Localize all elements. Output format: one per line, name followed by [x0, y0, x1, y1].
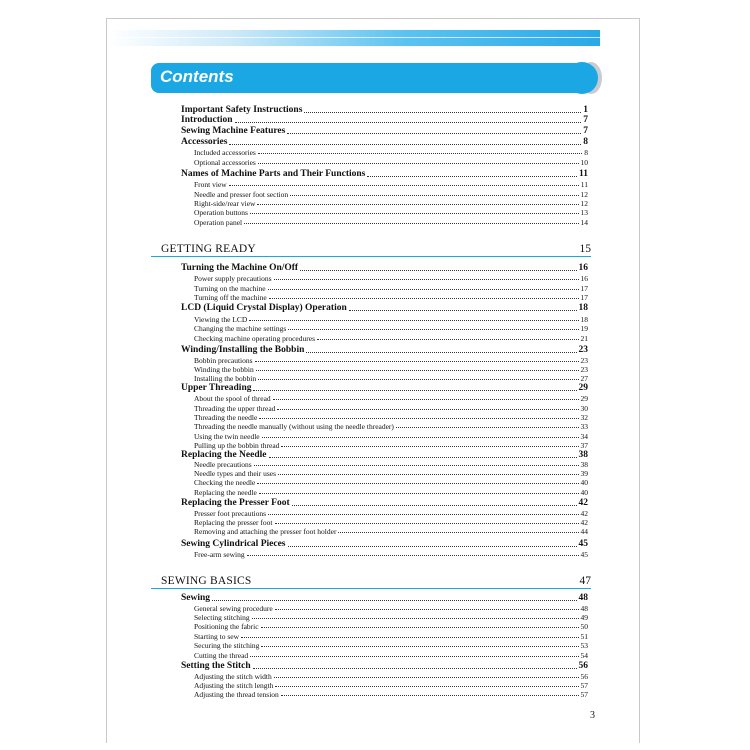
contents-title: Contents	[160, 67, 234, 86]
dot-leader	[268, 288, 579, 290]
toc-entry-title: Sewing	[181, 593, 211, 603]
dot-leader	[274, 676, 579, 678]
dot-leader	[229, 143, 581, 145]
dot-leader	[250, 655, 578, 657]
dot-leader	[250, 212, 579, 214]
toc-entry-title: Threading the upper thread	[194, 404, 276, 413]
toc-subentry[interactable]	[194, 641, 588, 650]
dot-leader	[275, 522, 579, 524]
toc-entry-page-number: 44	[580, 527, 588, 536]
toc-entry-page-number: 13	[580, 208, 588, 217]
toc-entry-page-number: 48	[578, 593, 588, 603]
toc-entry-title: Sewing Cylindrical Pieces	[181, 539, 286, 549]
dot-leader	[306, 351, 576, 353]
toc-entry-title: Replacing the needle	[194, 488, 257, 497]
toc-entry-title: Accessories	[181, 137, 228, 147]
dot-leader	[259, 492, 579, 494]
dot-leader	[256, 369, 579, 371]
dot-leader	[275, 685, 578, 687]
toc-entry-title: Upper Threading	[181, 383, 252, 393]
toc-entry[interactable]	[181, 263, 588, 274]
toc-entry-page-number: 8	[583, 137, 588, 147]
dot-leader	[278, 473, 578, 475]
dot-leader	[275, 608, 579, 610]
toc-entry-title: LCD (Liquid Crystal Display) Operation	[181, 303, 347, 313]
dot-leader	[281, 445, 578, 447]
dot-leader	[261, 645, 578, 647]
toc-entry-page-number: 37	[580, 441, 588, 450]
toc-entry-page-number: 16	[578, 263, 588, 273]
toc-entry-title: Replacing the Needle	[181, 450, 267, 460]
dot-leader	[281, 694, 579, 696]
section-heading	[151, 572, 591, 589]
toc-subentry[interactable]	[194, 158, 588, 167]
toc-entry-title: Replacing the presser foot	[194, 518, 273, 527]
toc-subentry[interactable]	[194, 324, 588, 333]
toc-entry-page-number: 27	[580, 374, 588, 383]
toc-entry-title: Replacing the Presser Foot	[181, 498, 290, 508]
toc-entry-title: Right-side/rear view	[194, 199, 256, 208]
toc-entry-page-number: 57	[580, 681, 588, 690]
toc-entry-title: Front view	[194, 180, 227, 189]
dot-leader	[235, 121, 582, 123]
dot-leader	[290, 194, 578, 196]
toc-entry-title: Viewing the LCD	[194, 315, 248, 324]
toc-entry-page-number: 17	[580, 293, 588, 302]
toc-subentry[interactable]	[194, 208, 588, 217]
toc-subentry[interactable]	[194, 550, 588, 559]
dot-leader	[257, 482, 578, 484]
toc-entry-page-number: 8	[584, 148, 588, 157]
dot-leader	[212, 599, 576, 601]
toc-entry-title: Setting the Stitch	[181, 661, 251, 671]
toc-entry-page-number: 40	[580, 488, 588, 497]
toc-subentry[interactable]	[194, 394, 588, 403]
toc-entry-page-number: 42	[580, 509, 588, 518]
toc-entry[interactable]	[181, 593, 588, 604]
toc-entry-page-number: 34	[580, 432, 588, 441]
dot-leader	[317, 338, 579, 340]
section-heading	[151, 240, 591, 257]
toc-entry-page-number: 12	[580, 199, 588, 208]
toc-entry-page-number: 54	[580, 651, 588, 660]
toc-subentry[interactable]	[194, 218, 588, 227]
dot-leader	[349, 309, 577, 311]
toc-entry-title: Sewing Machine Features	[181, 126, 286, 136]
toc-entry-title: Introduction	[181, 115, 233, 125]
toc-entry-title: Securing the stitching	[194, 641, 260, 650]
toc-subentry[interactable]	[194, 604, 588, 613]
toc-entry[interactable]	[181, 498, 588, 509]
toc-entry-page-number: 29	[578, 383, 588, 393]
toc-entry-title: Names of Machine Parts and Their Functions	[181, 169, 366, 179]
toc-subentry[interactable]	[194, 478, 588, 487]
toc-entry-page-number: 10	[580, 158, 588, 167]
dot-leader	[258, 378, 578, 380]
toc-subentry[interactable]	[194, 334, 588, 343]
toc-entry-page-number: 32	[580, 413, 588, 422]
toc-subentry[interactable]	[194, 199, 588, 208]
section-title: SEWING BASICS	[161, 575, 252, 587]
toc-entry[interactable]	[181, 383, 588, 394]
toc-entry-page-number: 56	[580, 672, 588, 681]
dot-leader	[259, 417, 578, 419]
toc-subentry[interactable]	[194, 293, 588, 302]
section-title: GETTING READY	[161, 243, 256, 255]
page-number: 3	[590, 710, 595, 721]
toc-entry-title: Winding the bobbin	[194, 365, 254, 374]
toc-entry-title: Installing the bobbin	[194, 374, 257, 383]
dot-leader	[292, 504, 577, 506]
dot-leader	[249, 319, 578, 321]
toc-entry-title: Free-arm sewing	[194, 550, 245, 559]
dot-leader	[255, 360, 579, 362]
toc-subentry[interactable]	[194, 651, 588, 660]
dot-leader	[338, 531, 578, 533]
dot-leader	[274, 278, 579, 280]
toc-subentry[interactable]	[194, 356, 588, 365]
toc-subentry[interactable]	[194, 315, 588, 324]
toc-subentry[interactable]	[194, 622, 588, 631]
dot-leader	[396, 426, 579, 428]
toc-entry-page-number: 56	[578, 661, 588, 671]
toc-entry[interactable]	[181, 345, 588, 356]
toc-entry-page-number: 38	[580, 460, 588, 469]
toc-entry-title: Turning off the machine	[194, 293, 267, 302]
toc-entry-page-number: 7	[583, 115, 588, 125]
toc-entry-title: Cutting the thread	[194, 651, 249, 660]
toc-entry[interactable]	[181, 115, 588, 126]
section-page-number: 47	[579, 575, 591, 587]
toc-subentry[interactable]	[194, 374, 588, 383]
toc-entry-page-number: 39	[580, 469, 588, 478]
section-page-number: 15	[579, 243, 591, 255]
toc-entry-title: Changing the machine settings	[194, 324, 287, 333]
toc-subentry[interactable]	[194, 148, 588, 157]
toc-subentry[interactable]	[194, 404, 588, 413]
dot-leader	[257, 203, 578, 205]
toc-entry-title: Presser foot precautions	[194, 509, 267, 518]
toc-subentry[interactable]	[194, 488, 588, 497]
toc-entry-page-number: 1	[583, 105, 588, 115]
toc-entry-title: Operation buttons	[194, 208, 248, 217]
dot-leader	[262, 436, 579, 438]
toc-entry[interactable]	[181, 303, 588, 314]
dot-leader	[287, 132, 581, 134]
toc-subentry[interactable]	[194, 469, 588, 478]
toc-subentry[interactable]	[194, 422, 588, 431]
toc-entry-page-number: 51	[580, 632, 588, 641]
dot-leader	[254, 464, 579, 466]
toc-entry-title: Pulling up the bobbin thread	[194, 441, 280, 450]
toc-subentry[interactable]	[194, 681, 588, 690]
toc-subentry[interactable]	[194, 365, 588, 374]
toc-subentry[interactable]	[194, 441, 588, 450]
toc-entry-title: Turning on the machine	[194, 284, 266, 293]
toc-entry[interactable]	[181, 539, 588, 550]
toc-entry-title: Selecting stitching	[194, 613, 250, 622]
toc-entry-page-number: 30	[580, 404, 588, 413]
toc-entry[interactable]	[181, 169, 588, 180]
toc-entry-page-number: 48	[580, 604, 588, 613]
toc-subentry[interactable]	[194, 274, 588, 283]
dot-leader	[304, 111, 581, 113]
toc-entry-page-number: 33	[580, 422, 588, 431]
toc-entry-page-number: 16	[580, 274, 588, 283]
dot-leader	[288, 545, 577, 547]
toc-entry-page-number: 11	[580, 180, 588, 189]
dot-leader	[258, 152, 582, 154]
toc-entry-title: Threading the needle manually (without using the needle threader)	[194, 422, 394, 431]
dot-leader	[241, 636, 579, 638]
toc-entry-page-number: 49	[580, 613, 588, 622]
toc-entry-page-number: 42	[578, 498, 588, 508]
dot-leader	[367, 175, 577, 177]
toc-entry-page-number: 12	[580, 190, 588, 199]
toc-subentry[interactable]	[194, 672, 588, 681]
toc-entry-page-number: 18	[578, 303, 588, 313]
toc-entry-title: Bobbin precautions	[194, 356, 253, 365]
dot-leader	[288, 328, 578, 330]
toc-subentry[interactable]	[194, 632, 588, 641]
toc-entry-page-number: 45	[578, 539, 588, 549]
dot-leader	[269, 297, 579, 299]
toc-subentry[interactable]	[194, 413, 588, 422]
toc-entry-page-number: 42	[580, 518, 588, 527]
toc-entry-title: Important Safety Instructions	[181, 105, 303, 115]
toc-subentry[interactable]	[194, 527, 588, 536]
toc-entry-title: Needle precautions	[194, 460, 252, 469]
dot-leader	[247, 554, 579, 556]
toc-entry-title: Adjusting the stitch length	[194, 681, 274, 690]
toc-entry-page-number: 23	[578, 345, 588, 355]
toc-entry-title: Using the twin needle	[194, 432, 260, 441]
toc-entry-page-number: 17	[580, 284, 588, 293]
toc-entry-page-number: 7	[583, 126, 588, 136]
toc-entry-title: About the spool of thread	[194, 394, 271, 403]
toc-entry-page-number: 40	[580, 478, 588, 487]
toc-entry-title: General sewing procedure	[194, 604, 273, 613]
toc-subentry[interactable]	[194, 613, 588, 622]
toc-subentry[interactable]	[194, 180, 588, 189]
toc-entry-title: Winding/Installing the Bobbin	[181, 345, 305, 355]
toc-entry-title: Needle types and their uses	[194, 469, 277, 478]
dot-leader	[277, 408, 578, 410]
toc-entry[interactable]	[181, 661, 588, 672]
toc-entry-title: Checking machine operating procedures	[194, 334, 315, 343]
toc-subentry[interactable]	[194, 190, 588, 199]
toc-entry-title: Operation panel	[194, 218, 243, 227]
toc-entry-page-number: 23	[580, 356, 588, 365]
toc-entry-title: Starting to sew	[194, 632, 239, 641]
dot-leader	[244, 222, 578, 224]
toc-entry-title: Removing and attaching the presser foot holder	[194, 527, 337, 536]
toc-entry-title: Needle and presser foot section	[194, 190, 289, 199]
toc-entry-page-number: 50	[580, 622, 588, 631]
toc-entry-page-number: 23	[580, 365, 588, 374]
dot-leader	[258, 162, 579, 164]
toc-entry-page-number: 18	[580, 315, 588, 324]
dot-leader	[261, 626, 579, 628]
toc-entry-page-number: 19	[580, 324, 588, 333]
toc-subentry[interactable]	[194, 284, 588, 293]
toc-subentry[interactable]	[194, 518, 588, 527]
toc-entry-title: Adjusting the stitch width	[194, 672, 272, 681]
dot-leader	[253, 667, 577, 669]
toc-entry-page-number: 45	[580, 550, 588, 559]
toc-entry[interactable]	[181, 137, 588, 148]
dot-leader	[269, 456, 577, 458]
toc-subentry[interactable]	[194, 432, 588, 441]
dot-leader	[252, 617, 579, 619]
toc-entry-page-number: 14	[580, 218, 588, 227]
toc-entry-page-number: 11	[579, 169, 588, 179]
toc-entry-title: Included accessories	[194, 148, 256, 157]
toc-entry[interactable]	[181, 126, 588, 137]
toc-entry-page-number: 38	[578, 450, 588, 460]
toc-subentry[interactable]	[194, 509, 588, 518]
toc-entry-page-number: 21	[580, 334, 588, 343]
toc-entry-title: Power supply precautions	[194, 274, 272, 283]
toc-entry-page-number: 29	[580, 394, 588, 403]
dot-leader	[253, 389, 576, 391]
toc-subentry[interactable]	[194, 690, 588, 699]
toc-entry-title: Turning the Machine On/Off	[181, 263, 299, 273]
dot-leader	[300, 269, 576, 271]
toc-entry-title: Positioning the fabric	[194, 622, 259, 631]
toc-entry-title: Optional accessories	[194, 158, 256, 167]
toc-entry-page-number: 57	[580, 690, 588, 699]
toc-subentry[interactable]	[194, 460, 588, 469]
toc-entry-title: Threading the needle	[194, 413, 258, 422]
toc-entry-title: Adjusting the thread tension	[194, 690, 279, 699]
dot-leader	[273, 398, 579, 400]
dot-leader	[268, 513, 578, 515]
dot-leader	[229, 184, 579, 186]
toc-entry-page-number: 53	[580, 641, 588, 650]
toc-entry-title: Checking the needle	[194, 478, 256, 487]
